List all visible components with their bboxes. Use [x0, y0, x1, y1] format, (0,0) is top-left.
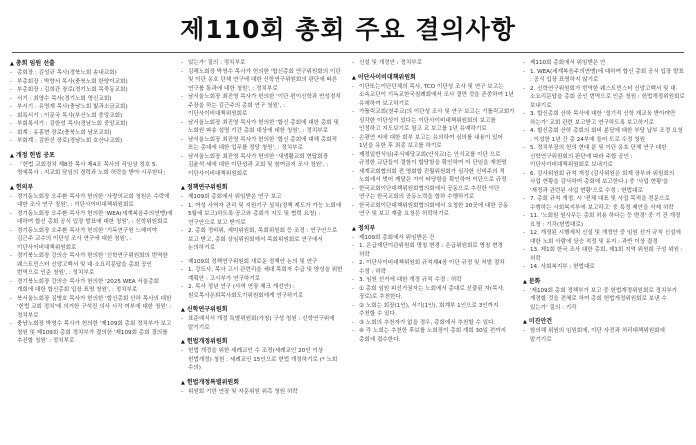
dash-bullet-icon: -: [10, 193, 13, 200]
dash-bullet-icon: -: [10, 210, 13, 217]
list-item: [523, 229, 686, 246]
list-item-text: 남서울노회장 최진영 목사가 헌의한 '합신 총회에 대해 총회적 또는 총대에 대한 업무를 정당 청원', : 정치부로: [188, 136, 338, 151]
list-item: [10, 320, 173, 346]
dash-bullet-icon: -: [352, 185, 355, 192]
dash-bullet-icon: -: [352, 243, 355, 249]
list-item-text: 함의해 위원의 임원회에, 이단 사전과 처리대책위원회에 맡기기로: [530, 328, 665, 343]
dash-bullet-icon: -: [523, 128, 526, 134]
list-item: [523, 144, 686, 170]
list-item: [10, 120, 173, 129]
dash-bullet-icon: -: [181, 119, 184, 126]
list-item-text: 부총회장 : 김희관 장로(경기노회 목죽동교회): [17, 87, 128, 93]
list-item: [10, 137, 173, 146]
section-heading-text: 정치부: [357, 224, 376, 232]
list-item-text: 7. 총회 규칙 개정, 시 '전체 대표 및 사업 목적을 전문으로 수행하는 사회복지부에 보고하고' 중 특정 제안을 삭제 허락: [530, 196, 674, 211]
dash-bullet-icon: -: [10, 121, 13, 127]
dash-bullet-icon: -: [10, 87, 13, 93]
dash-bullet-icon: -: [352, 83, 355, 90]
list-item-text: 1. 은급재단이관위원회 명칭 변경 : 은급위원회로 명칭 변경 허락: [359, 243, 503, 258]
list-item: [181, 258, 344, 267]
list-item: [181, 283, 344, 300]
list-item: [352, 108, 515, 134]
list-item-text: 3. 합신총회 산하 목사에 대한 '정기적 신학 재교육 받아야만 하는가' 교회 관련 보고받고 연구하도록 보고하기로: [530, 111, 676, 126]
dash-bullet-icon: -: [523, 213, 526, 219]
dash-bullet-icon: -: [352, 109, 355, 115]
triangle-bullet-icon: ▲: [523, 319, 527, 325]
list-item-text: 신설 및 개정안 : 정치부로: [359, 60, 423, 66]
list-item-text: 경기동노회장 오주환 목사가 헌의한 '사랑의교회 청원은 수락에 대한 조사 연구 청원', : 이단사이비대책위원회로: [17, 193, 170, 208]
list-item-text: 제109회 총회에서 위임받은 건: [359, 234, 435, 241]
list-item-text: 부서기 : 유명재 목사(충남노회 빛과소금교회): [17, 104, 128, 110]
list-item-text: 부회계 : 김한선 장로(경남노회 호산나교회): [17, 138, 123, 144]
list-item: [352, 319, 515, 328]
list-item-text: 3. 임원 선거에 대한 개정 규칙 수정 : 허락: [359, 277, 462, 283]
list-item-text: 2. 이단사이비대책위원회 규칙제4장 이단 규정 및 처벌 절차 수정 : 허락: [359, 260, 505, 275]
dash-bullet-icon: -: [181, 153, 184, 160]
list-item-text: 헌법 개정을 위한 세례교인 수 조정(세례교인 20인 이상 헌법개정) 청원 : 세례교인 15인으로 헌법 개정하기로 (* 노회 수의): [188, 348, 338, 371]
list-item-text: 있는가' 질의 : 정치부로: [188, 60, 246, 66]
dash-bullet-icon: -: [10, 104, 13, 110]
dash-bullet-icon: -: [352, 277, 355, 283]
dash-bullet-icon: -: [523, 145, 526, 151]
dash-bullet-icon: -: [352, 234, 355, 241]
dash-bullet-icon: -: [523, 60, 526, 66]
dash-bullet-icon: -: [181, 94, 184, 100]
dash-bullet-icon: -: [523, 264, 526, 270]
list-item: [352, 59, 515, 68]
section-heading: [10, 151, 173, 161]
section-heading-text: 문화: [528, 277, 541, 285]
list-item-text: 1. 강도사, 목사 고시 관련리을 세대 목회자 수급 및 양성을 위한 계획안 : 고시부가 연구하기로: [188, 267, 343, 282]
list-item: [523, 68, 686, 85]
dash-bullet-icon: -: [10, 278, 13, 285]
list-item-text: 남서울노회장 최진영 목사가 헌의한 '합신 총회에 대한 총회 및 노회원 파송 설명 기간 총회 대상에 대한 청원', : 정치부로: [188, 119, 339, 134]
triangle-bullet-icon: ▲: [181, 339, 185, 345]
text-column-1: [10, 59, 173, 401]
list-item-text: 경기동노회장 오주환 목사가 헌의한 '기독연구원 느헤미야 김근주 교수의 이단성 조사 연구에 대한 청원', : 이단사이비대책위원회로: [17, 227, 158, 251]
section: [523, 59, 686, 272]
list-item: [181, 93, 344, 119]
section-heading-text: 미진안건: [528, 318, 553, 325]
dash-bullet-icon: -: [523, 111, 526, 117]
section: [523, 317, 686, 344]
list-item: [352, 234, 515, 243]
page-title: 제110회 총회 주요 결의사항: [180, 15, 516, 44]
list-item: [181, 347, 344, 373]
list-item-text: 12. 개정된 시행세칙 신설 및 개정안 중 임원 선거 규칙 신설에 대한 노회 사람에 상승 적정 및 유지 : 과반 이상 결정: [530, 230, 681, 245]
list-item: [523, 212, 686, 229]
dash-bullet-icon: -: [10, 112, 13, 119]
list-item: [352, 285, 515, 302]
list-item: [352, 168, 515, 185]
dash-bullet-icon: -: [10, 161, 13, 168]
dash-bullet-icon: -: [181, 258, 184, 265]
list-item-text: 제110회 총회에서 위임받은 안: [530, 60, 606, 66]
section-heading-text: 총회 임원 선출: [15, 60, 55, 67]
dash-bullet-icon: -: [10, 138, 13, 144]
list-item-text: 남서울노회장 최진영 목사가 헌의한 '이단 편이신학과 반성경적 주장을 하는 김근주의 총회 연구 청원', : 이단사이비대책위원회로: [188, 94, 341, 117]
triangle-bullet-icon: ▲: [10, 152, 14, 159]
list-item: [352, 302, 515, 319]
dash-bullet-icon: -: [352, 302, 355, 309]
list-item: [10, 69, 173, 78]
triangle-bullet-icon: ▲: [523, 278, 527, 285]
list-item: [352, 134, 515, 151]
section-heading: [181, 305, 344, 315]
dash-bullet-icon: -: [10, 227, 13, 234]
section: [181, 183, 344, 253]
list-item: [10, 95, 173, 104]
list-item-text: 제정일반식임(주식예당교회(안식교)는 안식교를 이단 으로 규정한 교단들이 결함이 합당함을 확인하여 이 단임을 재천명: [359, 151, 507, 166]
list-item: [523, 110, 686, 127]
list-item-text: ② 노회는 회장(1인), 서기(1인), 회계부 1인으로 3인까지 추천할 수 있다.: [359, 302, 499, 317]
triangle-bullet-icon: ▲: [10, 61, 14, 67]
list-item: [523, 195, 686, 212]
section-heading: [181, 183, 344, 193]
list-item-text: 2. 신학연구위원회가 번역한 웨스트민스터 신앙고백서 및 대·소요리문답을 총회 공인 번역으로 인준 청원 : 헌법개정위원회로 보내기로: [530, 85, 685, 109]
list-item-text: 한국교회이단대책위원회협의회에서 공동으로 추진한 이단 연구는 한국교회의 공동노력을 합하 수행하기로: [359, 185, 500, 200]
dash-bullet-icon: -: [523, 287, 526, 294]
section-heading-text: 헌의부: [15, 183, 34, 191]
section: [10, 151, 173, 178]
list-item: [181, 119, 344, 136]
dash-bullet-icon: -: [523, 170, 526, 177]
section: [352, 224, 515, 345]
list-item: [181, 68, 344, 94]
list-item-text: 「헌법 교회정치 제8장 목사 제4조 목사의 직임상 칭호 5. 명예목사 : 지교회 담임의 경력과 노회 허락을 받아 시무한다」: [17, 161, 169, 176]
list-item-text: 북서울노회장 김병호 목사가 헌의한 '합신총회 산하 목사의 대한 '헌법 교회 정치'에 의거한 구석진 의사 시작 여부에 대한 청원' : 정치부로: [17, 295, 172, 319]
list-item: [352, 185, 515, 202]
list-item: [10, 210, 173, 227]
list-item-text: ④ 각 노회는 추천한 후보를 노회장이 총회 개회 30일 전까지 총회에 접수한다.: [359, 328, 507, 343]
triangle-bullet-icon: ▲: [181, 185, 185, 191]
list-item-text: 위원회 기한 연장 및 자문위원 위촉 청원 허락: [188, 388, 298, 395]
dash-bullet-icon: -: [523, 196, 526, 202]
list-item: [181, 388, 344, 397]
dash-bullet-icon: -: [181, 284, 184, 290]
list-item-text: 경기북노회장 강의승 목사가 헌의한 '신학연구위원회의 번역한 웨스트민스터 신앙고백서 및 대·소요리문답을 총회 공인 번역으로 인준 청원', : 정치부로: [17, 253, 168, 276]
text-column-3: [352, 59, 515, 401]
list-item-text: 경기북노회장 강의승 목사가 헌의한 '2025 WEA 서울총회 개회에 대한 합신총회 입장 표명 청원', : 정치부로: [17, 278, 160, 293]
dash-bullet-icon: -: [10, 78, 13, 85]
section-heading-text: 이단사이비대책위원회: [357, 73, 416, 81]
list-item: [10, 86, 173, 95]
list-item: [10, 112, 173, 121]
list-item: [10, 193, 173, 210]
dash-bullet-icon: -: [181, 316, 184, 322]
dash-bullet-icon: -: [352, 134, 355, 141]
list-item-text: 6. 감사위원회 규칙 개정 (감사위원은 회계 장부와 위원회의 사업 현황을 감사하여 총회에 보고한다.) 중 '사업 현황'을 '재정과 관련된 사업 현황'으로 수정 : 헌법대로: [530, 170, 675, 194]
list-item-text: 부총회장 : 박향서 목사(충북노회 한양이교회): [17, 78, 128, 85]
list-item-text: 2. 목사 정년 연구 (사역 연장 체크 개선안) : 원로목사은퇴목사회도기위원회에게 연구하기로: [188, 284, 304, 299]
dash-bullet-icon: -: [10, 70, 13, 76]
dash-bullet-icon: -: [352, 328, 355, 334]
list-item: [181, 266, 344, 283]
section-heading-text: 개정 헌법 공포: [15, 151, 55, 159]
list-item-text: 회계 : 유홍현 장로(충북노회 남포교회): [17, 129, 112, 136]
dash-bullet-icon: -: [10, 129, 13, 136]
list-item-text: 서기 : 최영수 목사(경기노회 명신교회): [17, 95, 112, 102]
list-item: [10, 161, 173, 178]
list-item: [10, 252, 173, 278]
triangle-bullet-icon: ▲: [352, 74, 356, 81]
list-item-text: 회록서기 : 이문국 목사(부산노회 중앙교회): [17, 112, 123, 119]
list-item-text: 11. '노회원 원사무는 총회 허용 하다는 등 변경' 중 기 건 개정 요청 : 기각(헌법대로): [530, 213, 681, 228]
list-item: [523, 263, 686, 272]
list-item: [10, 103, 173, 112]
list-item: [10, 78, 173, 87]
text-column-2: [181, 59, 344, 401]
list-item: [181, 59, 344, 68]
section-heading: [523, 317, 686, 327]
list-item-text: 손광연 씨에 대한 회부 보고는 유의하여 심의를 내용이 있어 1년을 유한 후 최종 보고를 하기로: [359, 134, 503, 149]
dash-bullet-icon: -: [181, 348, 184, 354]
list-item-text: 이단또는이단단체의 목사, TCO 이단성 조사 및 연구 보고는 소속교단이 기독교한국침례회에서 조사 결만 것을 존중하여 1년 유예하여 보고하기로: [359, 83, 514, 107]
triangle-bullet-icon: ▲: [10, 184, 14, 191]
list-item: [181, 227, 344, 253]
list-item-text: 표준예식서 개정 특별위원회(가칭) 구성 청원 : 신학연구위에 맡기기로: [188, 316, 335, 331]
section: [352, 59, 515, 68]
section-heading: [523, 277, 686, 287]
section-heading: [352, 73, 515, 83]
list-item-text: 남서울노회장 최진영 목사가 헌의한 '새생활교회 현답회장 김윤석 세에 대한 이단성과 교회 및 참여금지 조사 청원', : 이단사이비대책위원회로: [188, 153, 329, 177]
dash-bullet-icon: -: [352, 285, 355, 292]
list-item-text: 4. 합신총회 산하 총회의 회비 분담에 대한 부당 납부 조정 요청 : 이성한 1년 간 총 24부에 들어 도로 수정 청원: [530, 128, 683, 143]
section: [10, 59, 173, 146]
dash-bullet-icon: -: [10, 321, 13, 327]
list-item: [10, 129, 173, 138]
dash-bullet-icon: -: [352, 60, 355, 66]
list-item: [10, 227, 173, 253]
list-item-text: 5. 정치부장의 헌의 현대 분 및 이단 옹호 단체 연구 대한 신학연구위원회의 판단에 따라 주합 공인 : 이단사이비대책위원회로 보내기로: [530, 145, 667, 168]
dash-bullet-icon: -: [181, 202, 184, 209]
dash-bullet-icon: -: [10, 253, 13, 259]
list-item-text: 제109회 정책연구위원회 새로운 정책안 논의 및 연구: [188, 258, 318, 265]
list-item: [352, 151, 515, 168]
dash-bullet-icon: -: [10, 95, 13, 102]
section-heading-text: 정책연구위원회: [186, 184, 228, 191]
dash-bullet-icon: -: [523, 230, 526, 236]
section: [352, 73, 515, 219]
section-heading-text: 헌법개정특별위원회: [186, 378, 240, 386]
list-item-text: 1. WEA(세계복음주의연맹)에 대하여 합신 총회 공식 입장 발표 : 공식 입장 표명하지 않기로: [530, 68, 684, 83]
section: [181, 305, 344, 332]
list-item: [352, 242, 515, 259]
list-item: [181, 153, 344, 179]
list-item: [181, 136, 344, 153]
list-item-text: 총회장 : 김성규 목사(경북노회 송내교회): [17, 70, 117, 76]
list-item: [181, 315, 344, 332]
list-item-text: 충남노회장 박영수 목사가 헌의한 '제109회 총회 정치부가 보고 청원 및 제109회 총회 정치부가 결의한 '제109회 총회 결의를 추진할 청원' : 정치부로: [17, 321, 172, 344]
list-item: [523, 170, 686, 196]
list-item-text: 세계교회협의회 전 영회합 진월위원회가 심각한 신비주의 적 노회에서 벗어 깨달은 거이 타당함을 확인하여 이단으로 규정: [359, 168, 507, 183]
dash-bullet-icon: -: [181, 60, 184, 66]
dash-bullet-icon: -: [181, 228, 184, 234]
list-item-text: 2. 총회 정비위, 세미위원회, 목회위원회 등 조정 : 연구안으로 보고 받고, 총회 상임위원회에서 목회위원회로 연구에서 논의하기로: [188, 228, 338, 251]
section-heading: [352, 224, 515, 234]
list-item-text: 가톨릭교회(천주교)의 이단성 조사 및 연구 보고는 기톨릭교회가 심각한 이단성이 있다는 이단사이비대책위원회의 보고를 인정하고 지도보기로 참고 교 보고를 1년 유예하기로: [359, 109, 515, 132]
list-item-text: 제109회 총회에서 위임받은 연구 보고: [188, 194, 282, 200]
dash-bullet-icon: -: [523, 85, 526, 92]
list-item-text: 경기동노회장 오주환 목사가 헌의한 'WEA(세계복음주의연맹)에 대하여 합신 총회 공식 입장 발표에 대한 청원', : 신학위원회로: [17, 210, 173, 225]
list-item: [10, 278, 173, 295]
section-heading-text: 신학연구위원회: [186, 306, 228, 313]
dash-bullet-icon: -: [352, 151, 355, 158]
list-item: [181, 202, 344, 228]
section-heading: [10, 59, 173, 69]
list-item-text: ③ 노회의 추천자가 없을 경우, 총회에서 추천할 수 있다.: [359, 319, 496, 326]
list-item-text: 14. 사회복지부 : 헌법대로: [530, 264, 595, 270]
section: [181, 258, 344, 301]
list-item-text: 13. 제1회 한국 조사 대한 총회, 제1회 지역 위원회 구성 위원 : 허락: [530, 247, 683, 262]
dash-bullet-icon: -: [10, 295, 13, 302]
list-item: [352, 276, 515, 285]
dash-bullet-icon: -: [181, 194, 184, 200]
text-column-4: [523, 59, 686, 401]
triangle-bullet-icon: ▲: [352, 225, 356, 232]
list-item-text: '제109회 총회 정책부가 보고 중 헌법개정위원회로 정치부가 개정할 것을 전체로 하여 총회 헌법개정위원회로 보낸 수 있는가' 질의 : 기각: [530, 287, 678, 311]
dash-bullet-icon: -: [181, 267, 184, 273]
dash-bullet-icon: -: [523, 247, 526, 253]
dash-bullet-icon: -: [181, 136, 184, 143]
list-item-text: 부회록서기 : 김한성 목사(경남노회 중앙교회): [17, 121, 128, 127]
section-heading: [10, 183, 173, 193]
section: [10, 183, 173, 346]
list-item: [523, 127, 686, 144]
dash-bullet-icon: -: [352, 168, 355, 175]
list-item-text: 한국교회이단대책위원회협의회에서 요청한 20곳에 대한 공동 연구 및 보고 재출 요청은 허락하기로: [359, 202, 509, 217]
triangle-bullet-icon: ▲: [181, 307, 185, 313]
list-item-text: 김해노회장 박영수 목사가 헌의한 '합신총회 연구위원회의 이단 및 이단 옹호 단체 연구에 대한 신학연구위원회의 판단에 따른 연구를 통과에 대한 청원', : 정치부로: [188, 68, 341, 92]
list-item: [523, 246, 686, 263]
list-item: [523, 59, 686, 68]
list-item: [181, 193, 344, 202]
list-item: [352, 259, 515, 276]
content-columns: [10, 53, 686, 401]
section-heading-text: 헌법개정위원회: [186, 338, 228, 345]
list-item: [352, 327, 515, 344]
dash-bullet-icon: -: [523, 328, 526, 334]
title-area: [10, 0, 686, 52]
list-item: [10, 295, 173, 321]
dash-bullet-icon: -: [181, 388, 184, 395]
list-item: [352, 202, 515, 219]
section-heading: [181, 337, 344, 347]
section: [181, 378, 344, 397]
dash-bullet-icon: -: [352, 202, 355, 209]
dash-bullet-icon: -: [523, 68, 526, 75]
dash-bullet-icon: -: [352, 319, 355, 326]
list-item-text: ① 총회 임원 피선거권자는 노회에서 총대로 선출된 자(목사, 장로)로 추천한다.: [359, 285, 505, 300]
list-item: [523, 327, 686, 344]
list-item: [523, 85, 686, 111]
section: [523, 277, 686, 313]
section: [181, 59, 344, 178]
list-item-text: 1. 여성 사역자 관리 및 지원기구 설치(정책 제도가 가능 노회에 5월에 보고)하도록 공고와 총회가 지도 및 협력 요청) : 연구안으로 보고 받기로: [188, 202, 342, 226]
list-item: [523, 287, 686, 313]
triangle-bullet-icon: ▲: [181, 379, 185, 386]
dash-bullet-icon: -: [181, 68, 184, 75]
list-item: [352, 83, 515, 109]
section-heading: [181, 378, 344, 388]
dash-bullet-icon: -: [352, 260, 355, 266]
section: [181, 337, 344, 373]
